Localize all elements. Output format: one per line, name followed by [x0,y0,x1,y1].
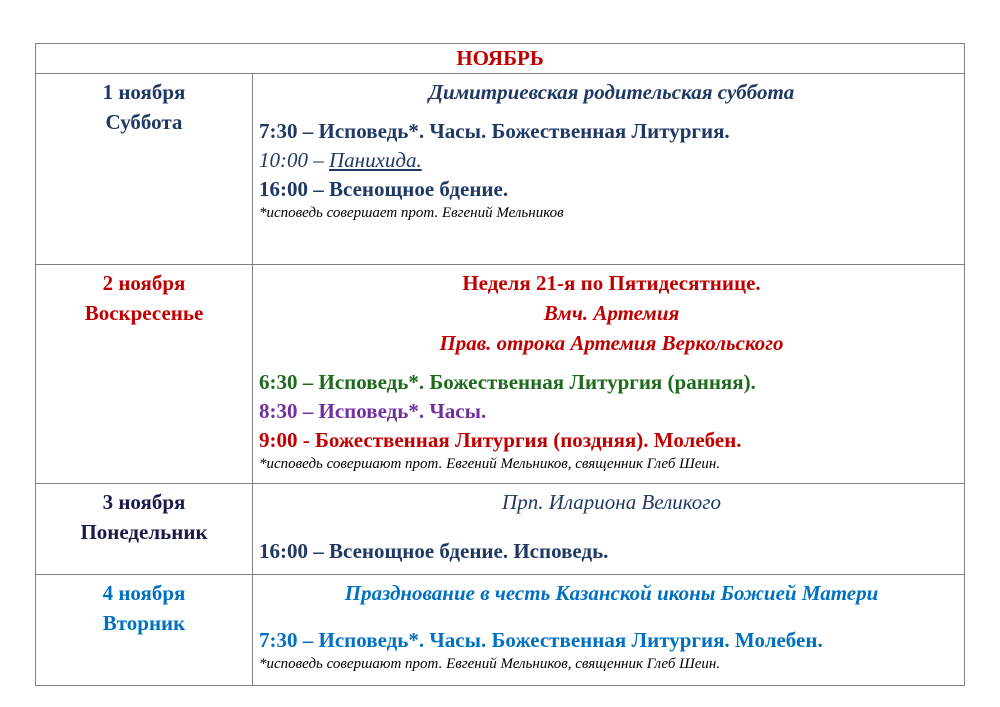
day-content [253,74,965,265]
month-row [36,44,965,74]
day-date: 2 ноября [102,271,186,295]
service-line: 7:30 – Исповедь*. Часы. Божественная Литургия. [259,119,730,143]
day-weekday: Воскресенье [84,301,204,325]
day-date: 1 ноября [102,80,186,104]
feast-title: Димитриевская родительская суббота [428,80,795,104]
date-cell [36,265,253,484]
day-content [253,484,965,575]
day-row-1 [36,74,965,265]
day-date: 4 ноября [102,581,186,605]
day-date: 3 ноября [102,490,186,514]
service-line [259,146,964,175]
confession-note: *исповедь совершают прот. Евгений Мельников, священник Глеб Шеин. [259,656,721,672]
schedule-table [35,43,965,686]
date-cell [36,575,253,686]
date-cell [36,484,253,575]
service-time: 10:00 – [259,148,329,172]
confession-note: *исповедь совершает прот. Евгений Мельников [259,205,564,221]
confession-note: *исповедь совершают прот. Евгений Мельников, священник Глеб Шеин. [259,456,721,472]
month-header: НОЯБРЬ [36,44,965,74]
day-weekday: Вторник [102,611,186,635]
feast-title: Неделя 21-я по Пятидесятнице. [462,271,761,295]
day-content [253,265,965,484]
day-weekday: Суббота [105,110,183,134]
service-line: 16:00 – Всенощное бдение. Исповедь. [259,539,609,563]
day-content [253,575,965,686]
service-line: 8:30 – Исповедь*. Часы. [259,399,487,423]
feast-title: Празднование в честь Казанской иконы Божией Матери [344,581,879,605]
day-row-4 [36,575,965,686]
service-line: 6:30 – Исповедь*. Божественная Литургия (ранняя). [259,370,756,394]
service-line: 9:00 - Божественная Литургия (поздняя). Молебен. [259,428,742,452]
date-cell [36,74,253,265]
day-row-3 [36,484,965,575]
day-weekday: Понедельник [80,520,208,544]
feast-title: Прав. отрока Артемия Веркольского [439,331,784,355]
day-row-2 [36,265,965,484]
service-name-link: Панихида. [329,148,422,172]
feast-title: Прп. Илариона Великого [502,490,721,514]
service-line: 7:30 – Исповедь*. Часы. Божественная Литургия. Молебен. [259,628,823,652]
service-line: 16:00 – Всенощное бдение. [259,177,509,201]
feast-title: Вмч. Артемия [543,301,680,325]
